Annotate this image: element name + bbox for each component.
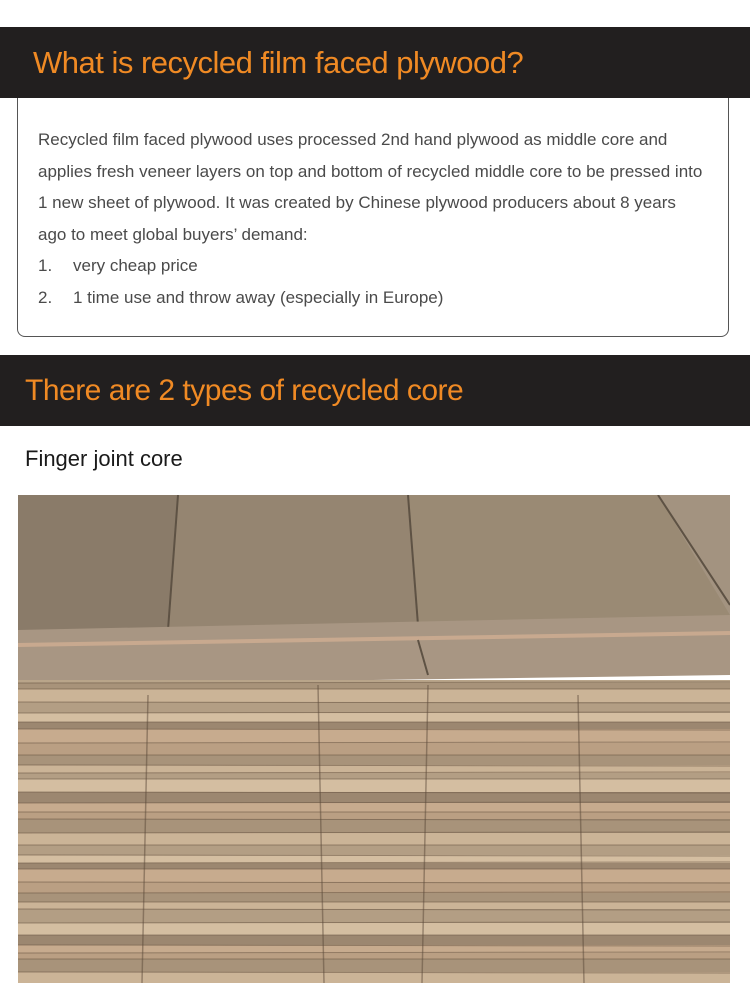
section-title: There are 2 types of recycled core: [25, 373, 464, 407]
list-number: 2.: [38, 287, 53, 307]
finger-joint-core-photo: [18, 495, 730, 983]
section-banner-types: [0, 355, 750, 426]
list-number: 1.: [38, 256, 53, 275]
finger-joint-core-heading: Finger joint core: [25, 446, 183, 471]
section-title: What is recycled film faced plywood?: [33, 44, 524, 80]
section-banner-what-is: [0, 27, 750, 98]
reasons-list: [38, 250, 708, 313]
description-paragraph: Recycled film faced plywood uses processed 2nd hand plywood as middle core and applies fresh veneer layers on top and bottom of recycled middle core to be pressed into 1 new sheet of plywood. It was created by Chinese plywood producers about 8 years ago to meet global buyers’ demand:: [38, 130, 703, 244]
description-box: [17, 98, 729, 337]
list-text: very cheap price: [73, 256, 198, 275]
list-item: [38, 282, 708, 314]
list-item: [38, 250, 708, 282]
list-text: 1 time use and throw away (especially in Europe): [73, 287, 444, 307]
